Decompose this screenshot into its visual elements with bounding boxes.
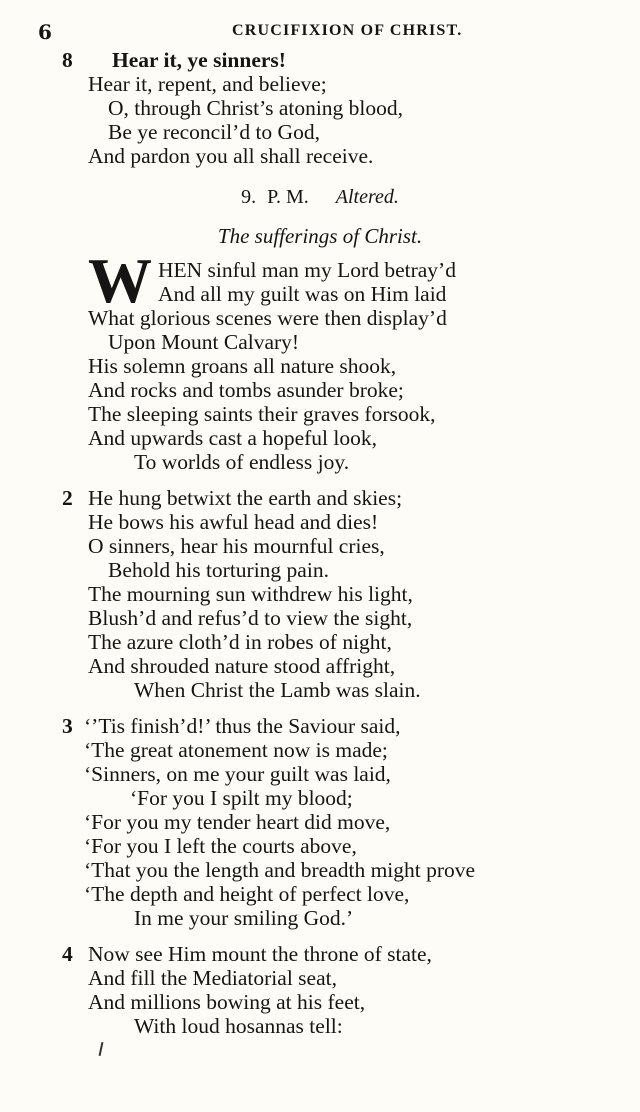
stanza-line: ‘For you my tender heart did move, <box>84 810 391 834</box>
stanza-line: ‘That you the length and breadth might prove <box>84 858 476 882</box>
hymn-heading <box>0 186 640 209</box>
stanza-line: To worlds of endless joy. <box>134 450 350 474</box>
stanza-line: He hung betwixt the earth and skies; <box>88 486 403 510</box>
running-head: CRUCIFIXION OF CHRIST. <box>232 22 463 39</box>
stanza-number: 2 <box>62 486 73 510</box>
hymn-meter: P. M. <box>267 186 309 208</box>
stanza-line: In me your smiling God.’ <box>134 906 354 930</box>
stanza-line: When Christ the Lamb was slain. <box>134 678 421 702</box>
stanza-line: He bows his awful head and dies! <box>88 510 379 534</box>
verse-number: 8 <box>62 48 73 72</box>
stanza-line: O sinners, hear his mournful cries, <box>88 534 385 558</box>
stanza-number: 3 <box>62 714 73 738</box>
stanza-line: And all my guilt was on Him laid <box>158 282 447 306</box>
stanza-line: Upon Mount Calvary! <box>108 330 300 354</box>
stanza-line: ‘For you I spilt my blood; <box>130 786 353 810</box>
stanza-line: And rocks and tombs asunder broke; <box>88 378 404 402</box>
hymn-number: 9. <box>241 186 257 208</box>
stanza-line: ‘’Tis finish’d!’ thus the Saviour said, <box>84 714 401 738</box>
drop-cap: W <box>88 245 148 316</box>
stanza-line: And shrouded nature stood affright, <box>88 654 396 678</box>
stanza-line: Now see Him mount the throne of state, <box>88 942 432 966</box>
stanza-line: Behold his torturing pain. <box>108 558 329 582</box>
stanza-line: And upwards cast a hopeful look, <box>88 426 377 450</box>
stanza-line: His solemn groans all nature shook, <box>88 354 397 378</box>
stanza-line: The azure cloth’d in robes of night, <box>88 630 392 654</box>
stanza-line: ‘Sinners, on me your guilt was laid, <box>84 762 391 786</box>
hymn-note: Altered. <box>335 186 399 208</box>
stanza-line: With loud hosannas tell: <box>134 1014 343 1038</box>
stanza-line: What glorious scenes were then display’d <box>88 306 447 330</box>
stanza-line: And fill the Mediatorial seat, <box>88 966 337 990</box>
hymn-title: The sufferings of Christ. <box>217 224 423 248</box>
stanza-line: ‘For you I left the courts above, <box>84 834 357 858</box>
stanza-number: 4 <box>62 942 73 966</box>
verse-line: Hear it, ye sinners! <box>112 48 286 72</box>
stanza-line: ‘The great atonement now is made; <box>84 738 388 762</box>
verse-line: O, through Christ’s atoning blood, <box>108 96 404 120</box>
stanza-line: The mourning sun withdrew his light, <box>88 582 413 606</box>
stanza-line: The sleeping saints their graves forsook, <box>88 402 436 426</box>
verse-line: And pardon you all shall receive. <box>88 144 374 168</box>
print-mark <box>99 1042 104 1056</box>
page-number: 6 <box>38 20 52 44</box>
verse-line: Hear it, repent, and believe; <box>88 72 327 96</box>
stanza-line: And millions bowing at his feet, <box>88 990 366 1014</box>
verse-line: Be ye reconcil’d to God, <box>108 120 320 144</box>
stanza-line: HEN sinful man my Lord betray’d <box>158 258 456 282</box>
stanza-line: Blush’d and refus’d to view the sight, <box>88 606 413 630</box>
stanza-line: ‘The depth and height of perfect love, <box>84 882 410 906</box>
